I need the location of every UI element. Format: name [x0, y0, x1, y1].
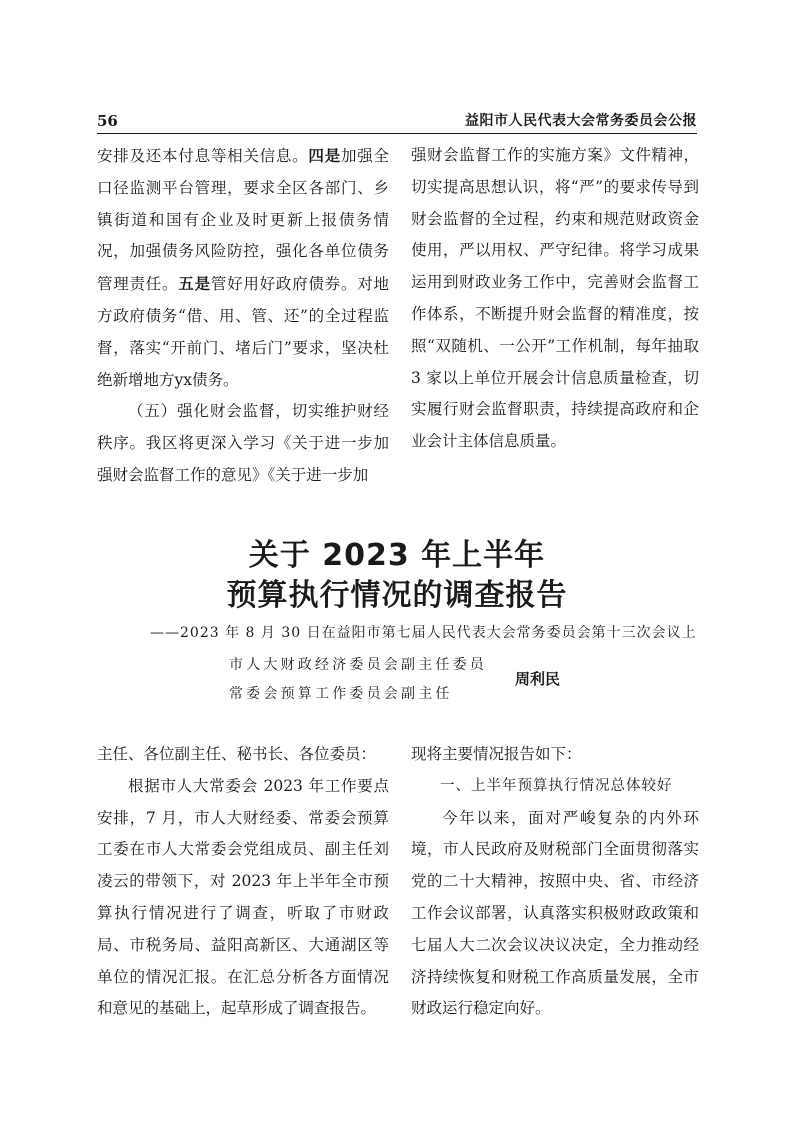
text-run: 安排及还本付息等相关信息。	[97, 147, 309, 165]
page-header	[97, 111, 697, 134]
title-line-2: 预算执行情况的调查报告	[226, 578, 568, 613]
page-number: 56	[97, 112, 118, 130]
subsection-heading: （五）强化财会监督，切实维护财经秩序。	[97, 402, 389, 453]
paragraph	[97, 396, 389, 491]
article-right-column	[411, 739, 699, 1025]
author-name: 周利民	[515, 670, 561, 688]
article-title	[0, 536, 794, 616]
journal-title: 益阳市人民代表大会常务委员会公报	[465, 113, 697, 129]
paragraph: 今年以来，面对严峻复杂的内外环境，市人民政府及财税部门全面贯彻落实党的二十大精神，按照中央、省、市经济工作会议部署，认真落实积极财政政策和七届人大二次会议决议决定，全力推动经济持续恢复和财税工作高质量发展，全市财政运行稳定向好。	[411, 808, 699, 1018]
article-subtitle: ——2023 年 8 月 30 日在益阳市第七届人民代表大会常务委员会第十三次会议上	[150, 625, 697, 641]
author-role-1: 市人大财政经济委员会副主任委员	[229, 657, 487, 673]
paragraph: 根据市人大常委会 2023 年工作要点安排，7 月，市人大财经委、常委会预算工委在市人大常委会党组成员、副主任刘凌云的带领下，对 2023 年上半年全市预算执行情况进行了调查，听取了市财政局、市税务局、益阳高新区、大通湖区等单位的情况汇报。在汇总分析各方面情况和意见的基础上，起草形成了调查报告。	[97, 776, 389, 1018]
paragraph: 现将主要情况报告如下：	[411, 745, 582, 763]
text-run: 加强全口径监测平台管理，要求全区各部门、乡镇街道和国有企业及时更新上报债务情况，加强债务风险防控，强化各单位债务管理责任。	[97, 147, 389, 294]
bold-text-run: 五是	[178, 274, 211, 294]
salutation: 主任、各位副主任、秘书长、各位委员：	[97, 745, 377, 763]
title-line-1: 关于 2023 年上半年	[248, 538, 546, 573]
text-run: 管好用好政府债券。对地方政府债务“借、用、管、还”的全过程监督，落实“开前门、堵后门”要求，坚决杜绝新增地方yx债务。	[97, 275, 389, 389]
section-heading: 一、上半年预算执行情况总体较好	[440, 777, 673, 794]
article-left-column	[97, 739, 389, 1025]
paragraph	[97, 140, 389, 396]
paragraph: 强财会监督工作的实施方案》文件精神，切实提高思想认识，将“严”的要求传导到财会监督的全过程，约束和规范财政资金使用，严以用权、严守纪律。将学习成果运用到财政业务工作中，完善财会监督工作体系，不断提升财会监督的精准度，按照“双随机、一公开”工作机制，每年抽取 3 家以上单位开展会计信息质量检查，切实履行财会监督职责，持续提高政府和企业会计主体信息质量。	[411, 146, 699, 451]
author-role-2: 常委会预算工作委员会副主任	[229, 686, 453, 702]
top-left-column	[97, 140, 389, 492]
bold-text-run: 四是	[308, 146, 341, 165]
text-run: 我区将更深入学习《关于进一步加强财会监督工作的意见》《关于进一步加	[97, 434, 389, 484]
top-right-column	[411, 140, 699, 458]
